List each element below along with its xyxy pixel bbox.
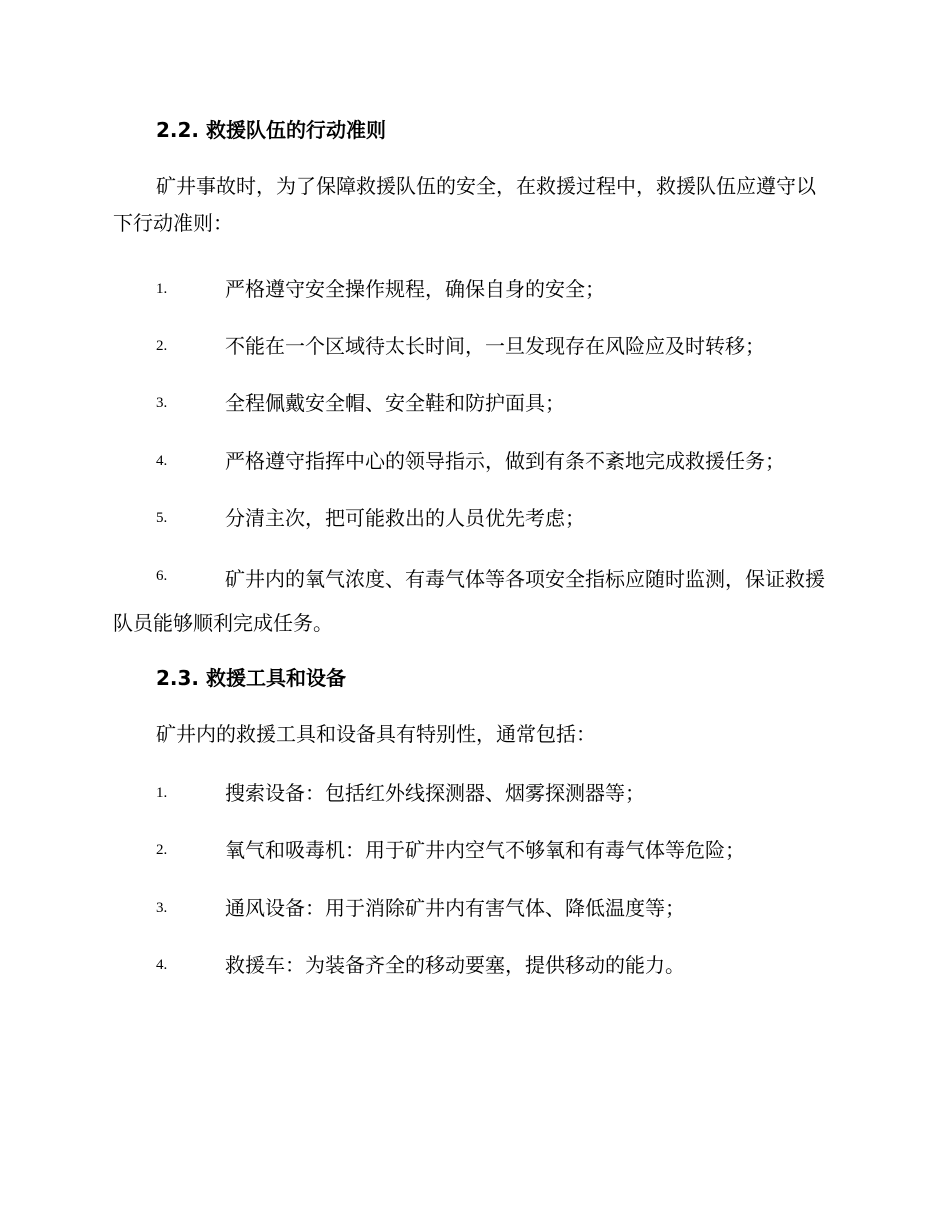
section-heading-2-3: 2.3. 救援工具和设备	[156, 666, 346, 690]
list-item-text: 全程佩戴安全帽、安全鞋和防护面具；	[225, 391, 565, 415]
list-item	[113, 384, 835, 422]
list-item-number: 5.	[156, 510, 168, 526]
list-item-number: 4.	[156, 957, 168, 973]
list-item-text: 分清主次，把可能救出的人员优先考虑；	[225, 506, 585, 530]
list-item	[113, 946, 835, 984]
list-item	[113, 327, 835, 365]
list-item	[113, 557, 835, 645]
list-item-text: 氧气和吸毒机：用于矿井内空气不够氧和有毒气体等危险；	[225, 838, 745, 862]
list-item-number: 3.	[156, 395, 168, 411]
list-item	[113, 270, 835, 308]
list-item	[113, 774, 835, 812]
section-2-3-intro: 矿井内的救援工具和设备具有特别性，通常包括：	[156, 722, 596, 746]
list-item-number: 6.	[156, 568, 168, 584]
list-item	[113, 442, 835, 480]
list-item-text: 通风设备：用于消除矿井内有害气体、降低温度等；	[225, 896, 685, 920]
list-item-number: 1.	[156, 281, 168, 297]
list-item	[113, 831, 835, 869]
list-item-number: 2.	[156, 338, 168, 354]
list-item-text: 矿井内的氧气浓度、有毒气体等各项安全指标应随时监测，保证救援队员能够顺利完成任务。	[113, 567, 825, 635]
list-item-number: 4.	[156, 453, 168, 469]
section-heading-2-2: 2.2. 救援队伍的行动准则	[156, 118, 386, 142]
list-item	[113, 889, 835, 927]
list-item-number: 3.	[156, 900, 168, 916]
list-item-text: 严格遵守安全操作规程，确保自身的安全；	[225, 277, 605, 301]
list-item-text: 救援车：为装备齐全的移动要塞，提供移动的能力。	[225, 953, 685, 977]
list-item-number: 2.	[156, 842, 168, 858]
list-item-text: 严格遵守指挥中心的领导指示，做到有条不紊地完成救援任务；	[225, 449, 785, 473]
list-item	[113, 499, 835, 537]
list-item-text: 搜索设备：包括红外线探测器、烟雾探测器等；	[225, 781, 645, 805]
list-item-text: 不能在一个区域待太长时间，一旦发现存在风险应及时转移；	[225, 334, 765, 358]
list-item-number: 1.	[156, 785, 168, 801]
section-2-2-intro: 矿井事故时，为了保障救援队伍的安全，在救援过程中，救援队伍应遵守以下行动准则：	[113, 174, 816, 235]
